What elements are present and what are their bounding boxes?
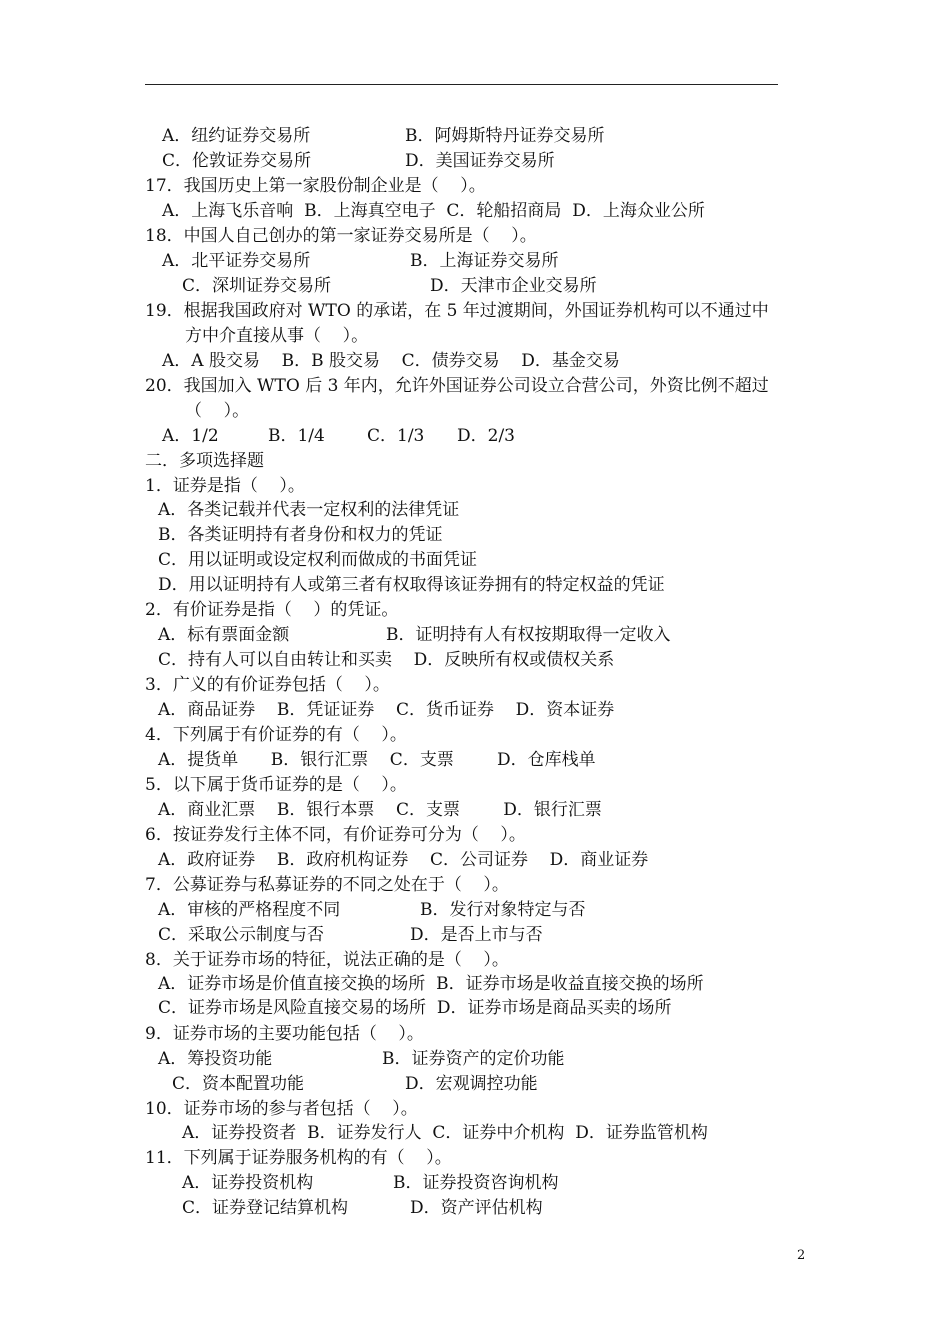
m3-question: 3．广义的有价证券包括（ ）。	[145, 675, 390, 695]
m6-options: A．政府证券 B．政府机构证券 C．公司证券 D．商业证券	[158, 850, 649, 870]
m10-question: 10．证券市场的参与者包括（ ）。	[145, 1099, 418, 1119]
q17-question: 17．我国历史上第一家股份制企业是（ ）。	[145, 176, 486, 196]
m4-options: A．提货单 B．银行汇票 C．支票 D．仓库栈单	[158, 750, 596, 770]
header-rule	[145, 84, 778, 85]
q20-option-c: C．1/3	[367, 426, 425, 446]
m11-option-c: C．证券登记结算机构	[182, 1198, 349, 1218]
q17-options: A．上海飞乐音响 B．上海真空电子 C．轮船招商局 D．上海众业公所	[162, 201, 705, 221]
m5-options: A．商业汇票 B．银行本票 C．支票 D．银行汇票	[158, 800, 602, 820]
q16-option-a: A．纽约证券交易所	[162, 126, 311, 146]
m2-option-b: B．证明持有人有权按期取得一定收入	[386, 625, 671, 645]
m1-option-c: C．用以证明或设定权利而做成的书面凭证	[158, 550, 478, 570]
m2-options-cd: C．持有人可以自由转让和买卖 D．反映所有权或债权关系	[158, 650, 615, 670]
q20-option-d: D．2/3	[457, 426, 515, 446]
q16-option-b: B．阿姆斯特丹证券交易所	[405, 126, 605, 146]
m8-question: 8．关于证券市场的特征，说法正确的是（ ）。	[145, 950, 509, 970]
m2-question: 2．有价证券是指（ ）的凭证。	[145, 600, 399, 620]
m7-option-d: D．是否上市与否	[410, 925, 543, 945]
q18-option-b: B．上海证券交易所	[410, 251, 559, 271]
m7-question: 7．公募证券与私募证券的不同之处在于（ ）。	[145, 875, 509, 895]
q18-option-d: D．天津市企业交易所	[430, 276, 597, 296]
m9-option-c: C．资本配置功能	[172, 1074, 305, 1094]
q19-options: A．A 股交易 B．B 股交易 C．债券交易 D．基金交易	[162, 351, 620, 371]
m4-question: 4．下列属于有价证券的有（ ）。	[145, 725, 407, 745]
m5-question: 5．以下属于货币证券的是（ ）。	[145, 775, 407, 795]
q19-question: 19．根据我国政府对 WTO 的承诺，在 5 年过渡期间，外国证券机构可以不通过中	[145, 301, 769, 321]
q18-question: 18．中国人自己创办的第一家证券交易所是（ ）。	[145, 226, 537, 246]
q20-option-b: B．1/4	[268, 426, 325, 446]
m11-option-d: D．资产评估机构	[410, 1198, 543, 1218]
q20-question: 20．我国加入 WTO 后 3 年内，允许外国证券公司设立合营公司，外资比例不超过	[145, 376, 769, 396]
m1-option-b: B．各类证明持有者身份和权力的凭证	[158, 525, 443, 545]
m7-option-c: C．采取公示制度与否	[158, 925, 325, 945]
section-heading: 二．多项选择题	[145, 451, 264, 471]
q18-option-c: C．深圳证券交易所	[182, 276, 332, 296]
m9-option-d: D．宏观调控功能	[405, 1074, 538, 1094]
q19-question-cont: 方中介直接从事（ ）。	[185, 326, 369, 346]
m2-option-a: A．标有票面金额	[158, 625, 290, 645]
q16-option-d: D．美国证券交易所	[405, 151, 555, 171]
q20-question-cont: （ ）。	[185, 401, 250, 421]
m11-option-a: A．证券投资机构	[182, 1173, 314, 1193]
m1-option-d: D．用以证明持有人或第三者有权取得该证券拥有的特定权益的凭证	[158, 575, 665, 595]
m9-option-a: A．筹投资功能	[158, 1049, 273, 1069]
m10-options: A．证券投资者 B．证券发行人 C．证券中介机构 D．证券监管机构	[182, 1123, 708, 1143]
m1-question: 1．证券是指（ ）。	[145, 476, 305, 496]
page-number: 2	[797, 1248, 806, 1263]
q16-option-c: C．伦敦证券交易所	[162, 151, 312, 171]
m3-options: A．商品证券 B．凭证证券 C．货币证券 D．资本证券	[158, 700, 615, 720]
m7-option-b: B．发行对象特定与否	[420, 900, 586, 920]
m9-option-b: B．证券资产的定价功能	[382, 1049, 565, 1069]
m7-option-a: A．审核的严格程度不同	[158, 900, 341, 920]
m8-options-cd: C．证券市场是风险直接交易的场所 D．证券市场是商品买卖的场所	[158, 998, 672, 1018]
m11-question: 11．下列属于证券服务机构的有（ ）。	[145, 1148, 452, 1168]
m1-option-a: A．各类记载并代表一定权利的法律凭证	[158, 500, 460, 520]
m8-options-ab: A．证券市场是价值直接交换的场所 B．证券市场是收益直接交换的场所	[158, 974, 704, 994]
m9-question: 9．证券市场的主要功能包括（ ）。	[145, 1024, 424, 1044]
q20-option-a: A．1/2	[162, 426, 219, 446]
m11-option-b: B．证券投资咨询机构	[393, 1173, 559, 1193]
q18-option-a: A．北平证券交易所	[162, 251, 311, 271]
m6-question: 6．按证券发行主体不同，有价证券可分为（ ）。	[145, 825, 526, 845]
